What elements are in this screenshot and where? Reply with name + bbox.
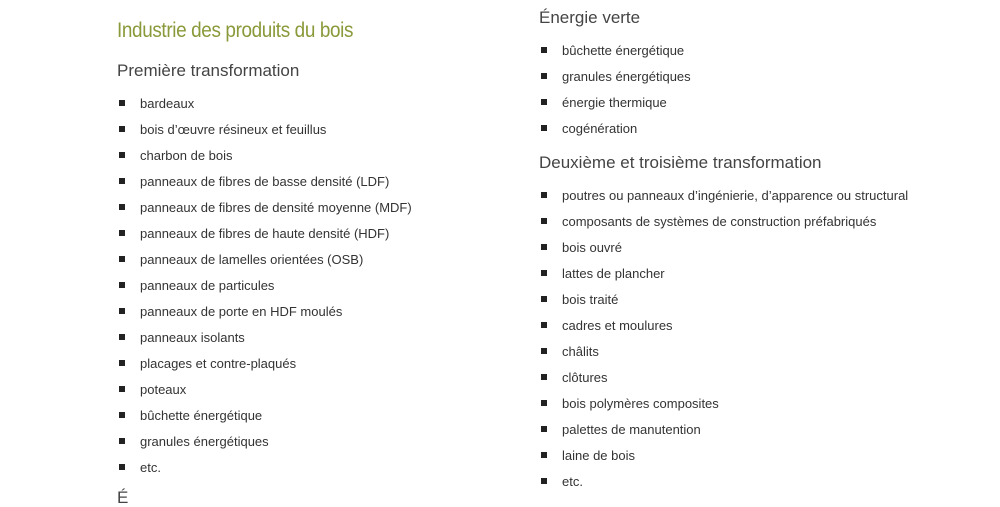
list-item: lattes de plancher bbox=[539, 261, 908, 287]
section-heading-premiere-transformation: Première transformation bbox=[117, 61, 300, 80]
list-item: placages et contre-plaqués bbox=[117, 351, 412, 377]
list-item: énergie thermique bbox=[539, 90, 691, 116]
list-item: bûchette énergétique bbox=[117, 403, 412, 429]
list-energie-verte bbox=[539, 38, 691, 142]
list-item: poutres ou panneaux d’ingénierie, d’apparence ou structural bbox=[539, 183, 908, 209]
list-item: panneaux de particules bbox=[117, 273, 412, 299]
list-item: poteaux bbox=[117, 377, 412, 403]
list-item: bois d’œuvre résineux et feuillus bbox=[117, 117, 412, 143]
list-item: bois polymères composites bbox=[539, 391, 908, 417]
list-item: panneaux de fibres de densité moyenne (MDF) bbox=[117, 195, 412, 221]
list-item: composants de systèmes de construction préfabriqués bbox=[539, 209, 908, 235]
list-item: châlits bbox=[539, 339, 908, 365]
list-item: etc. bbox=[539, 469, 908, 495]
list-item: bûchette énergétique bbox=[539, 38, 691, 64]
list-premiere-transformation bbox=[117, 91, 412, 481]
page-title: Industrie des produits du bois bbox=[117, 19, 354, 42]
list-item: bardeaux bbox=[117, 91, 412, 117]
list-item: laine de bois bbox=[539, 443, 908, 469]
list-item: clôtures bbox=[539, 365, 908, 391]
section-heading-deuxieme-troisieme-transformation: Deuxième et troisième transformation bbox=[539, 153, 822, 172]
list-item: panneaux de porte en HDF moulés bbox=[117, 299, 412, 325]
list-item: etc. bbox=[117, 455, 412, 481]
list-item: panneaux isolants bbox=[117, 325, 412, 351]
list-item: palettes de manutention bbox=[539, 417, 908, 443]
list-item: granules énergétiques bbox=[539, 64, 691, 90]
list-item: panneaux de lamelles orientées (OSB) bbox=[117, 247, 412, 273]
list-item: panneaux de fibres de haute densité (HDF) bbox=[117, 221, 412, 247]
cut-off-heading: É bbox=[117, 488, 129, 507]
list-item: granules énergétiques bbox=[117, 429, 412, 455]
list-item: bois ouvré bbox=[539, 235, 908, 261]
list-item: panneaux de fibres de basse densité (LDF) bbox=[117, 169, 412, 195]
list-deuxieme-troisieme-transformation bbox=[539, 183, 908, 495]
list-item: charbon de bois bbox=[117, 143, 412, 169]
list-item: cogénération bbox=[539, 116, 691, 142]
section-heading-energie-verte: Énergie verte bbox=[539, 8, 641, 27]
list-item: cadres et moulures bbox=[539, 313, 908, 339]
list-item: bois traité bbox=[539, 287, 908, 313]
